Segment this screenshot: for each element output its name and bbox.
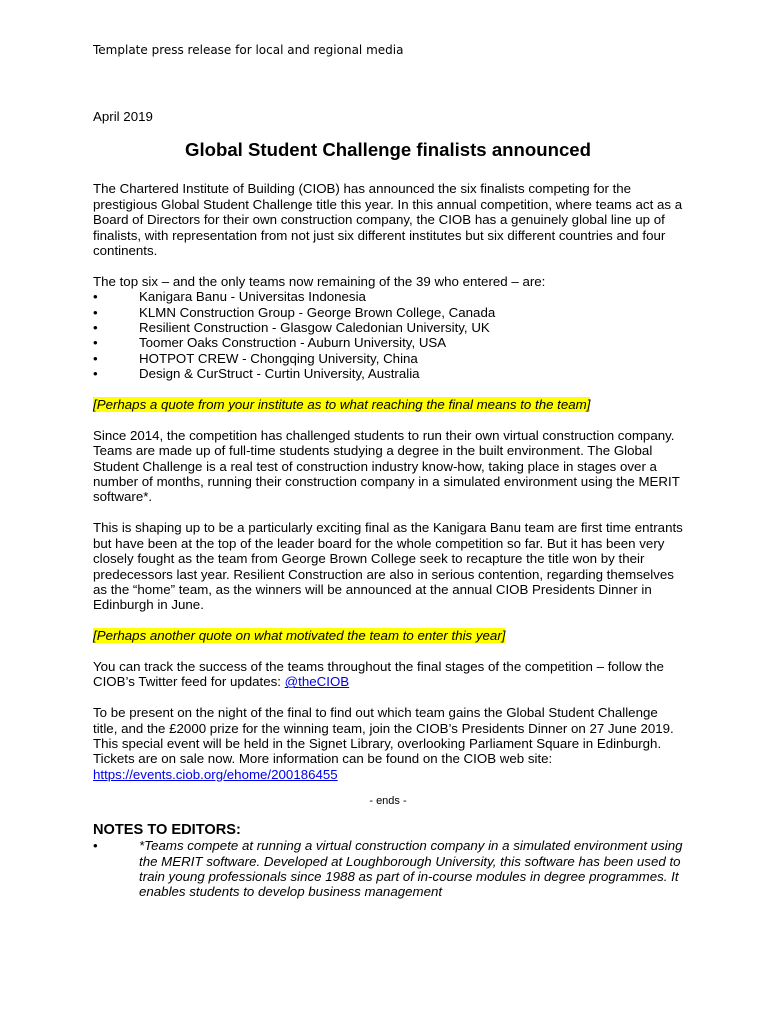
bullet-icon: • xyxy=(93,350,98,366)
list-item xyxy=(93,320,683,335)
notes-heading: NOTES TO EDITORS: xyxy=(93,822,241,839)
quote-highlight: [Perhaps a quote from your institute as to what reaching the final means to the team] xyxy=(93,397,591,413)
final-paragraph: This is shaping up to be a particularly exciting final as the Kanigara Banu team are first time entrants but have been at the top of the leader board for the whole competition so far. But it has been very closely fought as the team from George Brown College seek to recapture the title won by their predecessors last year. Resilient Construction are also in serious contention, regarding themselves as the “home” team, as the winners will be announced at the annual CIOB Presidents Dinner in Edinburgh in June. xyxy=(93,520,683,613)
team-name: Toomer Oaks Construction - Auburn University, USA xyxy=(139,335,447,351)
press-release-body xyxy=(93,109,683,900)
twitter-paragraph xyxy=(93,659,683,690)
list-item xyxy=(93,289,683,304)
bullet-icon: • xyxy=(93,366,98,382)
release-date: April 2019 xyxy=(93,109,153,124)
events-link[interactable]: https://events.ciob.org/ehome/200186455 xyxy=(93,766,338,782)
list-item xyxy=(93,305,683,320)
team-name: Kanigara Banu - Universitas Indonesia xyxy=(139,289,366,305)
bullet-icon: • xyxy=(93,335,98,351)
twitter-text: You can track the success of the teams throughout the final stages of the competition – follow the CIOB’s Twitter feed for updates: xyxy=(93,658,664,690)
note-text: *Teams compete at running a virtual construction company in a simulated environment using the MERIT software. Developed at Loughborough University, this software has been used to train young professionals since 1988 as part of in-course modules in degree programmes. It enables students to develop business management xyxy=(139,838,683,900)
bullet-icon: • xyxy=(93,838,98,854)
team-name: Design & CurStruct - Curtin University, Australia xyxy=(139,366,420,382)
header-note: Template press release for local and regional media xyxy=(93,43,404,57)
bullet-icon: • xyxy=(93,304,98,320)
team-name: HOTPOT CREW - Chongqing University, China xyxy=(139,350,418,366)
top-six-intro: The top six – and the only teams now remaining of the 39 who entered – are: xyxy=(93,273,546,289)
intro-paragraph: The Chartered Institute of Building (CIOB) has announced the six finalists competing for the prestigious Global Student Challenge title this year. In this annual competition, where teams act as a Board of Directors for their own construction company, the CIOB has a genuinely global line up of finalists, with representation from not just six different institutes but six different countries and four continents. xyxy=(93,181,683,259)
list-item xyxy=(93,351,683,366)
team-name: KLMN Construction Group - George Brown College, Canada xyxy=(139,304,496,320)
team-name: Resilient Construction - Glasgow Caledonian University, UK xyxy=(139,320,490,336)
quote-placeholder-2 xyxy=(93,628,683,643)
note-item xyxy=(93,838,683,900)
competition-paragraph: Since 2014, the competition has challenged students to run their own virtual construction company. Teams are made up of full-time students studying a degree in the built environment. The Global Student Challenge is a real test of construction industry know-how, taking place in stages over a number of months, running their construction company in a simulated environment using the MERIT software*. xyxy=(93,427,680,505)
list-item xyxy=(93,366,683,381)
bullet-icon: • xyxy=(93,289,98,305)
dinner-text: To be present on the night of the final to find out which team gains the Global Student Challenge title, and the £2000 prize for the winning team, join the CIOB’s Presidents Dinner on 27 June 2019. This special event will be held in the Signet Library, overlooking Parliament Square in Edinburgh. Tickets are on sale now. More information can be found on the CIOB web site: xyxy=(93,705,674,767)
quote-placeholder-1 xyxy=(93,397,683,412)
quote-highlight: [Perhaps another quote on what motivated the team to enter this year] xyxy=(93,628,506,644)
dinner-paragraph xyxy=(93,705,683,782)
list-item xyxy=(93,335,683,350)
bullet-icon: • xyxy=(93,320,98,336)
finalist-list xyxy=(93,289,683,381)
ends-marker: - ends - xyxy=(369,795,407,808)
twitter-link[interactable]: @theCIOB xyxy=(284,674,350,690)
page-title: Global Student Challenge finalists announced xyxy=(184,139,591,161)
